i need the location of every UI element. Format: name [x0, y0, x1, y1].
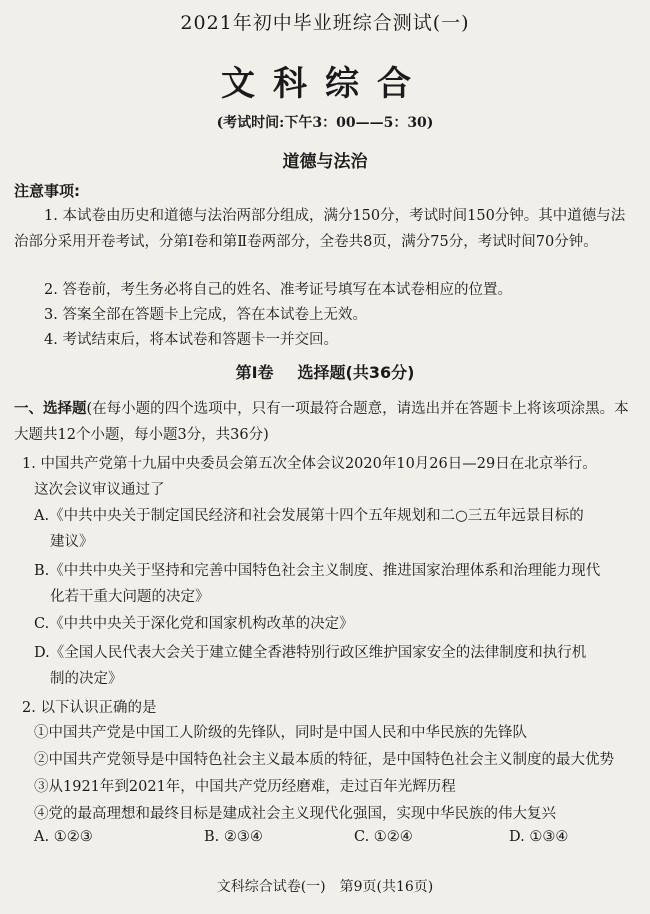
notice-item-1: 1. 本试卷由历史和道德与法治两部分组成，满分150分，考试时间150分钟。其中道德与法治部分采用开卷考试，分第Ⅰ卷和第Ⅱ卷两部分，全卷共8页，满分75分，考试时间70分钟。	[14, 208, 626, 250]
option-a-line1: A.《中共中央关于制定国民经济和社会发展第十四个五年规划和二○三五年远景目标的	[34, 508, 584, 524]
notice-item-3: 3. 答案全部在答题卡上完成，答在本试卷上无效。	[44, 307, 367, 323]
section-name: 选择题(共36分)	[297, 363, 415, 382]
exam-time: (考试时间:下午3：00——5：30)	[216, 115, 434, 131]
question-2-answer-c: C. ①②④	[354, 829, 413, 845]
question-1-stem-line1: 1. 中国共产党第十九届中央委员会第五次全体会议2020年10月26日—29日在北京举行。	[22, 456, 597, 472]
mcq-instruction-text: (在每小题的四个选项中，只有一项最符合题意，请选出并在答题卡上将该项涂黑。本大题共12个小题，每小题3分，共36分)	[14, 401, 629, 443]
notice-item-4: 4. 考试结束后，将本试卷和答题卡一并交回。	[44, 332, 338, 348]
question-2-statement-3: ③从1921年到2021年，中国共产党历经磨难，走过百年光辉历程	[34, 779, 456, 795]
notice-item-2: 2. 答卷前，考生务必将自己的姓名、准考证号填写在本试卷相应的位置。	[44, 282, 512, 298]
option-d-line2: 制的决定》	[50, 671, 123, 687]
section-part: 第Ⅰ卷	[235, 363, 274, 382]
question-2-stem-line1: 2. 以下认识正确的是	[22, 700, 157, 716]
question-1-stem	[22, 451, 632, 503]
option-a-line2: 建议》	[50, 534, 94, 550]
option-b-line2: 化若干重大问题的决定》	[50, 589, 210, 605]
mcq-label: 一、选择题	[14, 401, 87, 417]
question-2-statement-2: ②中国共产党领导是中国特色社会主义最本质的特征，是中国特色社会主义制度的最大优势	[34, 752, 614, 768]
page-footer: 文科综合试卷(一) 第9页(共16页)	[216, 879, 434, 895]
question-2-answer-a: A. ①②③	[34, 829, 93, 845]
question-2-stem	[22, 695, 632, 721]
notice-heading: 注意事项:	[14, 182, 80, 200]
question-1-option-b	[34, 558, 634, 610]
question-1-option-a	[34, 503, 634, 555]
question-1-option-d	[34, 640, 634, 692]
option-b-line1: B.《中共中央关于坚持和完善中国特色社会主义制度、推进国家治理体系和治理能力现代	[34, 563, 601, 579]
question-2-answer-b: B. ②③④	[204, 829, 263, 845]
mcq-instructions	[14, 396, 636, 448]
option-c-line1: C.《中共中央关于深化党和国家机构改革的决定》	[34, 616, 354, 632]
question-2-answer-d: D. ①③④	[509, 829, 569, 845]
option-d-line1: D.《全国人民代表大会关于建立健全香港特别行政区维护国家安全的法律制度和执行机	[34, 645, 587, 661]
section-title	[0, 360, 650, 383]
main-title: 文科综合	[221, 64, 429, 104]
question-2-statement-4: ④党的最高理想和最终目标是建成社会主义现代化强国，实现中华民族的伟大复兴	[34, 806, 556, 822]
exam-header-title: 2021年初中毕业班综合测试(一)	[180, 12, 470, 34]
question-1-stem-line2: 这次会议审议通过了	[34, 482, 165, 498]
subject-title: 道德与法治	[282, 152, 368, 172]
question-2-statement-1: ①中国共产党是中国工人阶级的先锋队，同时是中国人民和中华民族的先锋队	[34, 725, 527, 741]
question-1-option-c	[34, 611, 634, 637]
